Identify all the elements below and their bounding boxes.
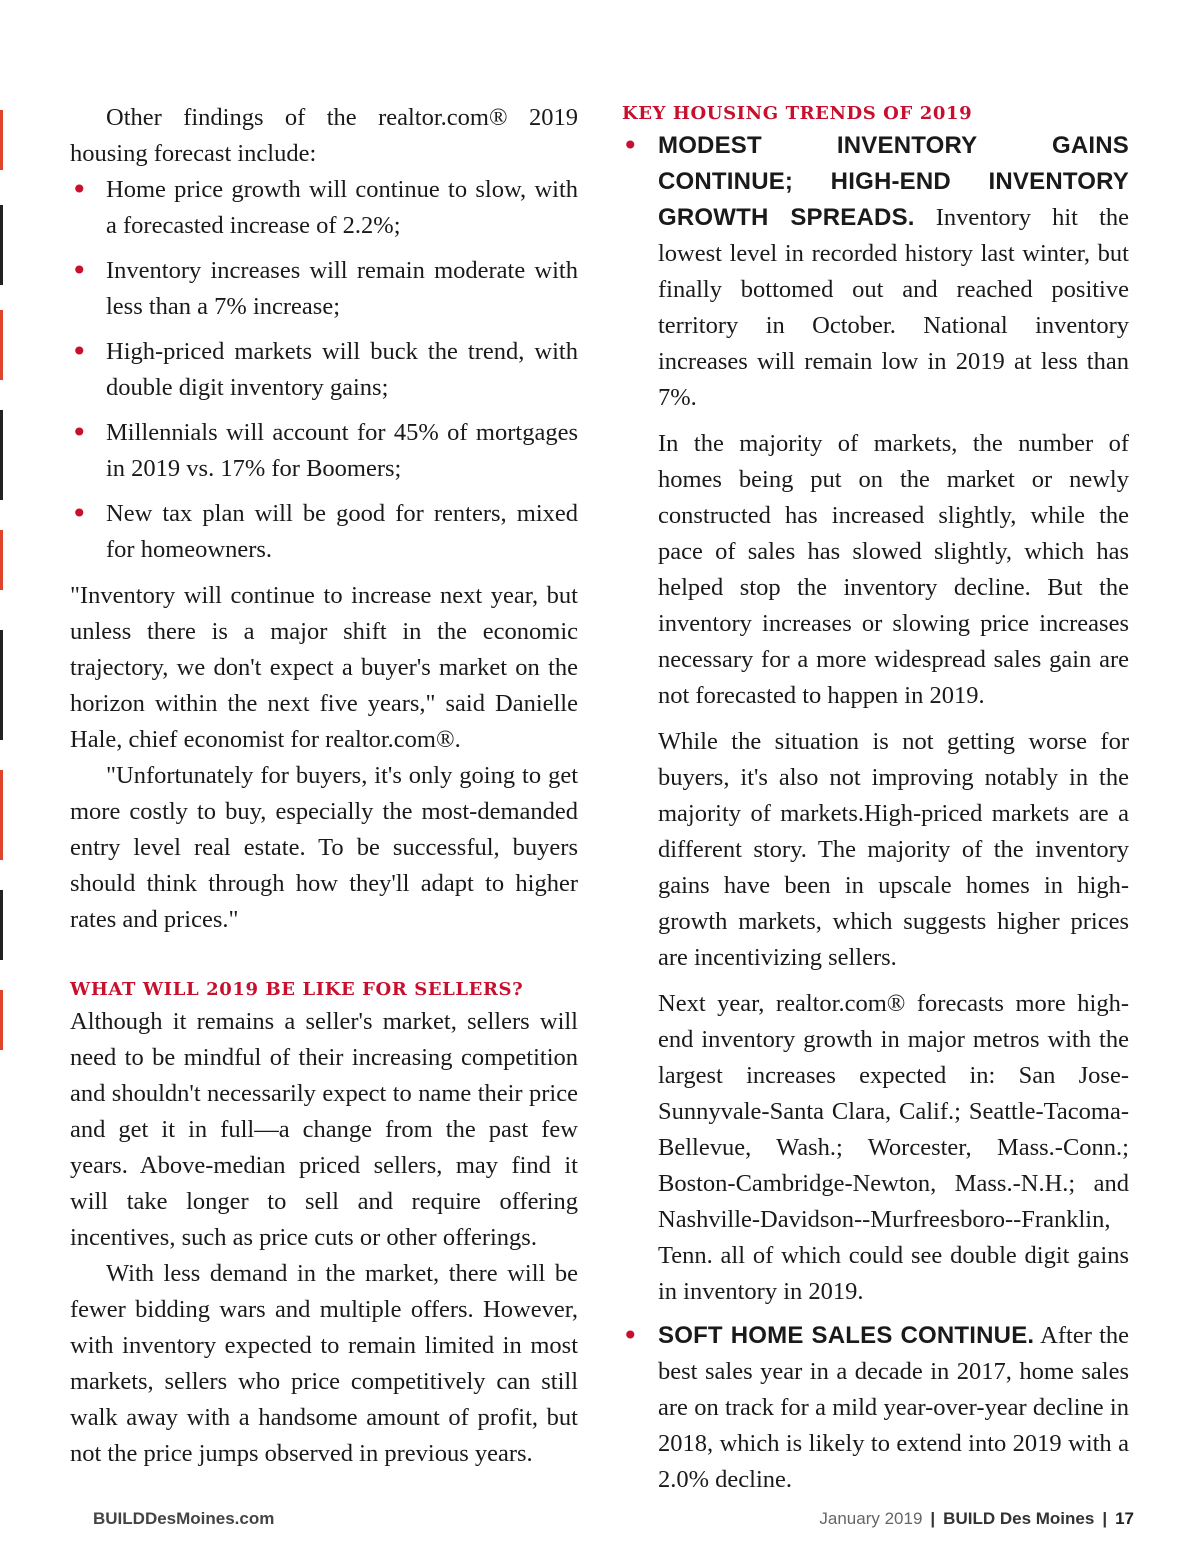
trends-list — [622, 128, 1129, 1498]
trend-1-paragraph-3: While the situation is not getting worse for buyers, it's also not improving notably in the majority of markets.High-priced markets are a different story. The majority of the inventory gains have been in upscale homes in high-growth markets, which suggests higher prices are incentivizing sellers. — [658, 728, 1129, 971]
list-item — [622, 1318, 1129, 1498]
bullet-icon: • — [71, 254, 88, 287]
list-item: • New tax plan will be good for renters, mixed for homeowners. — [71, 497, 578, 563]
sellers-heading: WHAT WILL 2019 BE LIKE FOR SELLERS? — [70, 979, 524, 1000]
trends-heading: KEY HOUSING TRENDS OF 2019 — [622, 103, 973, 124]
bullet-icon: • — [71, 497, 88, 530]
footer-separator: | — [930, 1509, 936, 1528]
list-item: • High-priced markets will buck the trend, with double digit inventory gains; — [71, 335, 578, 401]
list-item: • Home price growth will continue to slow, with a forecasted increase of 2.2%; — [71, 173, 578, 239]
list-item: • Inventory increases will remain moderate with less than a 7% increase; — [71, 254, 578, 320]
trend-1-title: MODEST INVENTORY GAINS CONTINUE; HIGH-END INVENTORY GROWTH SPREADS. — [658, 132, 1129, 231]
bullet-icon: • — [71, 416, 88, 449]
page-edge-marks — [0, 110, 3, 1430]
findings-list — [70, 172, 578, 568]
quote-paragraph-2: "Unfortunately for buyers, it's only going to get more costly to buy, especially the most-demanded entry level real estate. To be successful, buyers should think through how they'll adapt to higher rates and prices." — [70, 762, 578, 933]
footer-folio — [819, 1509, 1134, 1529]
page-footer — [0, 1505, 1200, 1535]
footer-site-link[interactable]: BUILDDesMoines.com — [93, 1509, 275, 1528]
bullet-icon: • — [71, 173, 88, 206]
bullet-icon: • — [622, 129, 639, 162]
left-column — [70, 100, 578, 1472]
sellers-paragraph-1: Although it remains a seller's market, sellers will need to be mindful of their increasing competition and shouldn't necessarily expect to name their price and get it in full—a change from the past few years. Above-median priced sellers, may find it will take longer to sell and require offering incentives, such as price cuts or other offerings. — [70, 1008, 578, 1251]
trend-1-paragraph-2: In the majority of markets, the number of homes being put on the market or newly constructed has increased slightly, while the pace of sales has slowed slightly, which has helped stop the inventory decline. But the inventory increases or slowing price increases necessary for a more widespread sales gain are not forecasted to happen in 2019. — [658, 430, 1129, 709]
list-item — [622, 128, 1129, 1310]
sellers-paragraph-2: With less demand in the market, there will be fewer bidding wars and multiple offers. However, with inventory expected to remain limited in most markets, sellers who price competitively can still walk away with a handsome amount of profit, but not the price jumps observed in previous years. — [70, 1260, 578, 1467]
bullet-icon: • — [71, 335, 88, 368]
trend-1-paragraph: MODEST INVENTORY GAINS CONTINUE; HIGH-END INVENTORY GROWTH SPREADS. Inventory hit the lowest level in recorded history last winter, but finally bottomed out and reached positive territory in October. National inventory increases will remain low in 2019 at less than 7%. — [658, 132, 1130, 411]
trend-1-paragraph-4: Next year, realtor.com® forecasts more high-end inventory growth in major metros with the largest increases expected in: San Jose-Sunnyvale-Santa Clara, Calif.; Seattle-Tacoma-Bellevue, Wash.; Worcester, Mass.-Conn.; Boston-Cambridge-Newton, Mass.-N.H.; and Nashville-Davidson--Murfreesboro--Franklin, Tenn. all of which could see double digit gains in inventory in 2019. — [658, 990, 1129, 1305]
footer-separator: | — [1102, 1509, 1108, 1528]
list-item: • Millennials will account for 45% of mortgages in 2019 vs. 17% for Boomers; — [71, 416, 578, 482]
bullet-icon: • — [622, 1319, 639, 1352]
footer-publication: BUILD Des Moines — [943, 1509, 1095, 1528]
quote-paragraph-1: "Inventory will continue to increase next year, but unless there is a major shift in the economic trajectory, we don't expect a buyer's market on the horizon within the next five years," said Danielle Hale, chief economist for realtor.com®. — [70, 582, 578, 753]
right-column — [622, 100, 1129, 1498]
footer-date: January 2019 — [819, 1509, 923, 1528]
trend-2-paragraph: SOFT HOME SALES CONTINUE. After the best sales year in a decade in 2017, home sales are on track for a mild year-over-year decline in 2018, which is likely to extend into 2019 with a 2.0% decline. — [658, 1322, 1130, 1493]
page-number: 17 — [1115, 1509, 1134, 1528]
trend-2-title: SOFT HOME SALES CONTINUE. — [658, 1322, 1035, 1349]
intro-paragraph: Other findings of the realtor.com® 2019 housing forecast include: — [70, 104, 578, 167]
